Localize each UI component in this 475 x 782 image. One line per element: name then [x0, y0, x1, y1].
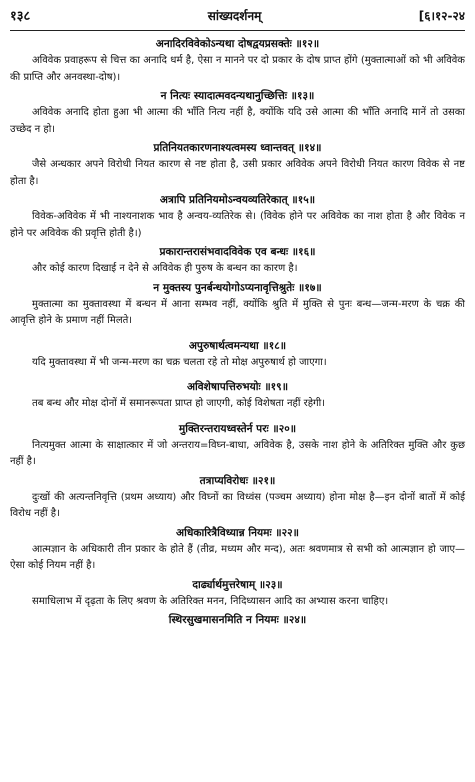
sutra-text: न मुक्तस्य पुनर्बन्धयोगोऽप्यनावृत्तिश्रुतेः ॥१७॥: [153, 281, 322, 294]
sutra-block-16: [10, 243, 465, 278]
sutra-block-21: [10, 472, 465, 523]
sutra-block-12: [10, 35, 465, 86]
sutra-text: न नित्यः स्यादात्मवदन्यथानुच्छित्तिः ॥१३॥: [160, 90, 315, 102]
sutra-text: अनादिरविवेकोऽन्यथा दोषद्वयप्रसक्तेः ॥१२॥: [155, 38, 320, 50]
commentary-text: दुःखों की अत्यन्तनिवृत्ति (प्रथम अध्याय) और विघ्नों का विध्वंस (पञ्चम अध्याय) होना मोक्ष है—इन दोनों बातों में कोई विरोध नहीं है।: [10, 491, 465, 519]
sutra-text: अपुरुषार्थत्वमन्यथा ॥१८॥: [188, 339, 287, 352]
sutra-text: स्थिरसुखमासनमिति न नियमः ॥२४॥: [168, 614, 307, 626]
commentary-text: समाधिलाभ में दृढ़ता के लिए श्रवण के अतिरिक्त मनन, निदिध्यासन आदि का अभ्यास करना चाहिए।: [32, 595, 389, 607]
sutra-block-22: [10, 524, 465, 575]
running-title: सांख्यदर्शनम्: [207, 9, 262, 23]
page-number: १३८: [10, 9, 31, 24]
sutra-text: दार्ढ्यार्थमुत्तरेषाम् ॥२३॥: [192, 578, 283, 591]
commentary-text: आत्मज्ञान के अधिकारी तीन प्रकार के होते हैं (तीव्र, मध्यम और मन्द), अतः श्रवणमात्र से सभी को आत्मज्ञान हो जाए—ऐसा कोई नियम नहीं है।: [10, 543, 465, 571]
commentary-text: यदि मुक्तावस्था में भी जन्म-मरण का चक्र चलता रहे तो मोक्ष अपुरुषार्थ हो जाएगा।: [32, 356, 327, 368]
sutra-block-14: [10, 139, 465, 190]
sutra-block-17: [10, 279, 465, 330]
sutra-text: अधिकारित्रैविध्यान्न नियमः ॥२२॥: [175, 526, 300, 539]
sutra-range-reference: [६।१२-२४: [418, 9, 465, 23]
commentary-text: जैसे अन्धकार अपने विरोधी नियत कारण से नष्ट होता है, उसी प्रकार अविवेक अपने विरोधी नियत कारण विवेक से नष्ट होता है।: [10, 159, 465, 187]
sutra-text: अविशेषापत्तिरुभयोः ॥१९॥: [186, 381, 289, 393]
commentary-text: अविवेक अनादि होता हुआ भी आत्मा की भाँति नित्य नहीं है, क्योंकि यदि उसे आत्मा की भाँति अनादि मानें तो उसका उच्छेद न हो।: [10, 107, 465, 135]
page-header: [10, 6, 465, 28]
sutra-text: मुक्तिरन्तरायध्वस्तेर्न परः ॥२०॥: [178, 422, 297, 435]
sutra-text: प्रकारान्तरासंभवादविवेक एव बन्धः ॥१६॥: [159, 246, 316, 258]
sutra-text: तत्राप्यविरोधः ॥२१॥: [199, 474, 276, 487]
sutra-block-15: [10, 191, 465, 242]
sutra-text: प्रतिनियतकारणनाश्यत्वमस्य ध्वान्तवत् ॥१४॥: [153, 142, 322, 154]
commentary-text: और कोई कारण दिखाई न देने से अविवेक ही पुरुष के बन्धन का कारण है।: [32, 263, 298, 274]
commentary-text: नित्यमुक्त आत्मा के साक्षात्कार में जो अन्तराय=विघ्न-बाधा, अविवेक है, उसके नाश होने के अतिरिक्त मुक्ति और कुछ नहीं है।: [10, 439, 465, 467]
sutra-block-18: [10, 337, 465, 372]
commentary-text: अविवेक प्रवाहरूप से चित्त का अनादि धर्म है, ऐसा न मानने पर दो प्रकार के दोष प्राप्त होंगे (मुक्तात्माओं को भी अविवेक की प्राप्ति और अनवस्था-दोष)।: [10, 55, 465, 83]
commentary-text: तब बन्ध और मोक्ष दोनों में समानरूपता प्राप्त हो जाएगी, कोई विशेषता नहीं रहेगी।: [32, 398, 326, 409]
sutra-block-23: [10, 576, 465, 611]
commentary-text: विवेक-अविवेक में भी नाश्यनाशक भाव है अन्वय-व्यतिरेक से। (विवेक होने पर अविवेक का नाश होता है और विवेक न होने पर अविवेक की प्रवृत्ति होती है।): [10, 211, 465, 239]
sutra-block-20: [10, 420, 465, 471]
sutra-block-19: [10, 378, 465, 413]
header-rule: [10, 30, 465, 31]
sutra-block-13: [10, 87, 465, 138]
sutra-block-24: [10, 611, 465, 629]
sutra-text: अत्रापि प्रतिनियमोऽन्वयव्यतिरेकात् ॥१५॥: [159, 194, 316, 206]
commentary-text: मुक्तात्मा का मुक्तावस्था में बन्धन में आना सम्भव नहीं, क्योंकि श्रुति में मुक्ति से पुनः बन्ध—जन्म-मरण के चक्र की आवृत्ति होने के प्रमाण नहीं मिलते।: [10, 298, 465, 326]
